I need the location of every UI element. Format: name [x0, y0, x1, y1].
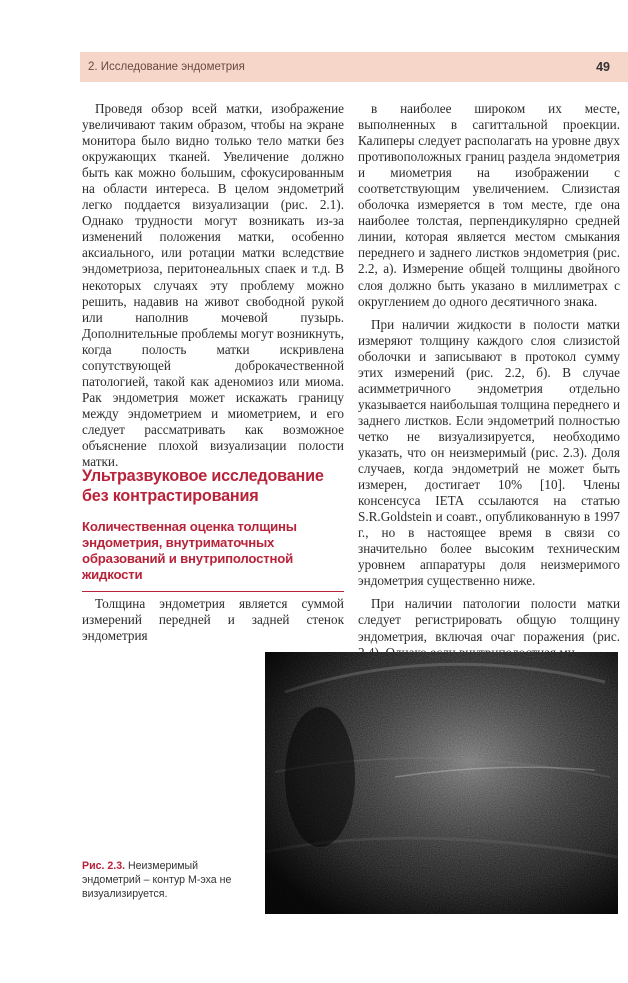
section-heading: Ультразвуковое исследование без контрастирования: [82, 467, 324, 505]
left-paragraph-1: Проведя обзор всей матки, изображение увеличивают таким образом, чтобы на экране монитора было видно только тело матки без окружающих тканей. Увеличение должно быть как можно большим, сфокусированным на области интереса. В целом эндометрий легко поддается визуализации (рис. 2.1). Однако трудности могут возникать из-за изменений положения матки, особенно аксиального, или ротации матки вследствие эндометриоза, перитонеальных спаек и т.д. В некоторых случаях эту проблему можно решить, надавив на живот свободной рукой или наполнив мочевой пузырь. Дополнительные проблемы могут возникнуть, когда полость матки искривлена сопутствующей доброкачественной патологией, такой как аденомиоз или миома. Рак эндометрия может искажать границу между эндометрием и миометрием, и его следует рассматривать как возможное объяснение плохой визуализации полости матки.: [82, 101, 344, 470]
left-paragraph-2: Толщина эндометрия является суммой измерений передней и задней стенок эндометрия: [82, 596, 344, 644]
right-paragraph-3: При наличии патологии полости матки следует регистрировать общую толщину эндометрия, включая очаг поражения (рис.: [358, 596, 620, 644]
right-column: [358, 101, 620, 661]
heading-divider: [82, 591, 344, 592]
ultrasound-image: [265, 652, 618, 914]
ultrasound-texture: [265, 652, 618, 914]
subsection-heading: Количественная оценка толщины эндометрия, внутриматочных образований и внутриполостной жидкости: [82, 519, 297, 582]
figure-caption: [82, 859, 258, 901]
right-paragraph-1: в наиболее широком их месте, выполненных в сагиттальной проекции. Калиперы следует располагать на уровне двух противоположных границ раздела эндометрия и миометрия на изображении с соответствующим увеличением. Слизистая оболочка измеряется в том месте, где она наиболее толстая, перпендикулярно средней линии, которая является местом смыкания переднего и заднего листков эндометрия (рис. 2.2, а). Измерение общей толщины двойного слоя должно быть указано в миллиметрах с округлением до одного десятичного знака.: [358, 101, 620, 309]
left-column: [82, 101, 344, 470]
section-title: 2. Исследование эндометрия: [88, 61, 245, 73]
page-header: [80, 52, 628, 82]
page-number: 49: [596, 60, 610, 74]
caption-text: Неизмеримый эндометрий – контур М-эха не визуализируется.: [82, 860, 232, 900]
left-column-bottom: [82, 596, 344, 644]
right-paragraph-2: При наличии жидкости в полости матки измеряют толщину каждого слоя слизистой оболочки и записывают в протокол сумму этих измерений (рис. 2.2, б). В случае асимметричного эндометрия отдельно указывается наибольшая толщина переднего и заднего листков. Если эндометрий полностью четко не визуализируется, необходимо указать, что он неизмеримый (рис. 2.3). Доля случаев, когда эндометрий не может быть измерен, достигает 10% [10]. Члены консенсуса IETA ссылаются на статью S.R.Goldstein и соавт., опубликованную в 1997 г., но в настоящее время в связи со значительно более высоким техническим уровнем аппаратуры доля неизмеримого эндометрия существенно ниже.: [358, 316, 620, 589]
caption-label: Рис. 2.3.: [82, 860, 126, 872]
